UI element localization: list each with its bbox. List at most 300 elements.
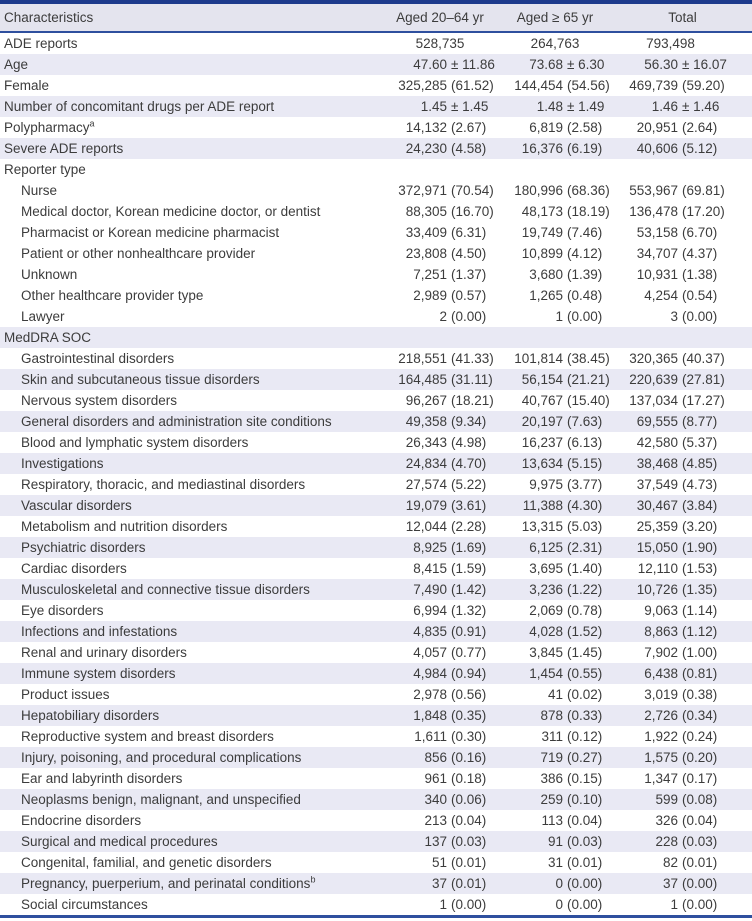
paren-value: (3.77): [567, 477, 603, 492]
count-value: 3,019: [644, 687, 678, 702]
row-label: Product issues: [21, 687, 110, 702]
count-value: 326: [655, 813, 678, 828]
row-label: Unknown: [21, 267, 78, 282]
col-header-characteristics: Characteristics: [4, 10, 94, 25]
paren-value: ± 11.86: [451, 57, 495, 72]
table-row: [0, 852, 752, 873]
count-value: 9,063: [644, 603, 678, 618]
data-cell: [497, 246, 613, 261]
data-cell: [497, 309, 613, 324]
row-label: Reporter type: [4, 162, 86, 177]
data-cell: [497, 540, 613, 555]
data-cell: [613, 372, 752, 387]
data-cell: [613, 309, 752, 324]
paren-value: (15.40): [567, 393, 610, 408]
paren-value: (2.67): [451, 120, 487, 135]
paren-value: (4.73): [682, 477, 718, 492]
paren-value: (1.38): [682, 267, 718, 282]
paren-value: (38.45): [567, 351, 610, 366]
table-header-row: [0, 4, 752, 33]
paren-value: (0.57): [451, 288, 487, 303]
data-cell: [613, 771, 752, 786]
count-value: 113: [541, 813, 563, 828]
paren-value: (0.54): [682, 288, 718, 303]
paren-value: (4.50): [451, 246, 487, 261]
row-label: Pharmacist or Korean medicine pharmacist: [21, 225, 280, 240]
count-value: 16,237: [521, 435, 563, 450]
count-value: 1: [670, 897, 678, 912]
count-value: 144,454: [514, 78, 563, 93]
row-label: Severe ADE reports: [4, 141, 124, 156]
paren-value: (1.40): [567, 561, 603, 576]
data-cell: [613, 603, 752, 618]
paren-value: (1.69): [451, 540, 487, 555]
data-cell: [613, 99, 752, 114]
paren-value: (0.48): [567, 288, 603, 303]
table-row: [0, 537, 752, 558]
data-cell: [383, 834, 497, 849]
data-cell: [497, 813, 613, 828]
footnote-marker: b: [310, 874, 316, 885]
count-value: 1,848: [413, 708, 447, 723]
count-value: 37,549: [636, 477, 678, 492]
row-label: Other healthcare provider type: [21, 288, 204, 303]
table-row: [0, 621, 752, 642]
row-label: Renal and urinary disorders: [21, 645, 187, 660]
data-cell: [497, 372, 613, 387]
paren-value: (0.38): [682, 687, 718, 702]
paren-value: (0.01): [451, 855, 487, 870]
data-cell: [383, 456, 497, 471]
row-label: Pregnancy, puerperium, and perinatal conditions$^b$: [21, 874, 316, 891]
col-header-total: Total: [668, 10, 697, 25]
count-value: 69,555: [636, 414, 678, 429]
paren-value: (18.21): [451, 393, 494, 408]
paren-value: (0.00): [567, 876, 603, 891]
data-cell: [613, 561, 752, 576]
count-value: 599: [655, 792, 678, 807]
paren-value: (21.21): [567, 372, 610, 387]
count-value: 8,863: [644, 624, 678, 639]
paren-value: (0.78): [567, 603, 603, 618]
data-cell: [497, 456, 613, 471]
count-value: 386: [540, 771, 563, 786]
paren-value: (0.03): [682, 834, 718, 849]
paren-value: (0.02): [567, 687, 603, 702]
paren-value: (1.53): [682, 561, 718, 576]
count-value: 9,975: [529, 477, 563, 492]
data-cell: [497, 267, 613, 282]
table-row: [0, 159, 752, 180]
table-row: [0, 75, 752, 96]
count-value: 2,978: [413, 687, 447, 702]
table-row: [0, 600, 752, 621]
col-header-aged-65-plus: Aged ≥ 65 yr: [516, 10, 594, 25]
table-row: [0, 894, 752, 915]
count-value: 180,996: [514, 183, 563, 198]
paren-value: (1.45): [567, 645, 603, 660]
count-value: 38,468: [636, 456, 678, 471]
table-row: [0, 243, 752, 264]
count-value: 13,315: [521, 519, 563, 534]
data-cell: [497, 645, 613, 660]
count-value: 53,158: [636, 225, 678, 240]
count-value: 528,735: [415, 36, 465, 51]
count-value: 793,498: [646, 36, 695, 51]
data-cell: [383, 225, 497, 240]
data-cell: [383, 519, 497, 534]
data-cell: [383, 561, 497, 576]
data-cell: [497, 477, 613, 492]
paren-value: (0.94): [451, 666, 487, 681]
table-row: [0, 33, 752, 54]
count-value: 3,680: [529, 267, 563, 282]
data-cell: [613, 183, 752, 198]
data-cell: [497, 855, 613, 870]
paren-value: (27.81): [682, 372, 725, 387]
data-cell: [613, 36, 752, 51]
paren-value: ± 16.07: [682, 57, 727, 72]
data-cell: [613, 288, 752, 303]
count-value: 40,767: [521, 393, 563, 408]
data-cell: [383, 57, 497, 72]
paren-value: (1.39): [567, 267, 603, 282]
count-value: 42,580: [636, 435, 678, 450]
count-value: 961: [424, 771, 447, 786]
data-cell: [497, 771, 613, 786]
count-value: 10,899: [521, 246, 563, 261]
table-row: [0, 705, 752, 726]
data-cell: [613, 729, 752, 744]
count-value: 553,967: [629, 183, 678, 198]
count-value: 101,814: [514, 351, 563, 366]
data-cell: [383, 687, 497, 702]
data-cell: [497, 897, 613, 912]
paren-value: (0.01): [567, 855, 603, 870]
count-value: 33,409: [405, 225, 447, 240]
table-row: [0, 453, 752, 474]
row-label: Cardiac disorders: [21, 561, 127, 576]
count-value: 31: [547, 855, 563, 870]
data-cell: [613, 393, 752, 408]
paren-value: (0.00): [682, 309, 718, 324]
paren-value: (0.10): [567, 792, 603, 807]
paren-value: (1.37): [451, 267, 487, 282]
paren-value: (0.20): [682, 750, 718, 765]
paren-value: (6.31): [451, 225, 487, 240]
paren-value: (0.34): [682, 708, 718, 723]
count-value: 1: [555, 309, 563, 324]
row-label: Age: [4, 57, 29, 72]
paren-value: ± 1.46: [682, 99, 720, 114]
count-value: 56,154: [521, 372, 563, 387]
paren-value: (69.81): [682, 183, 725, 198]
paren-value: (4.98): [451, 435, 487, 450]
data-cell: [383, 582, 497, 597]
data-cell: [383, 645, 497, 660]
table-row: [0, 201, 752, 222]
data-cell: [613, 540, 752, 555]
table-row: [0, 873, 752, 894]
count-value: 469,739: [629, 78, 678, 93]
paren-value: (2.28): [451, 519, 487, 534]
data-cell: [613, 141, 752, 156]
paren-value: (0.04): [451, 813, 487, 828]
data-cell: [613, 750, 752, 765]
data-cell: [497, 36, 613, 51]
count-value: 20,951: [636, 120, 678, 135]
data-cell: [383, 288, 497, 303]
data-cell: [613, 351, 752, 366]
paren-value: (5.37): [682, 435, 718, 450]
paren-value: (4.37): [682, 246, 718, 261]
paren-value: (0.18): [451, 771, 487, 786]
count-value: 0: [555, 897, 563, 912]
paren-value: (1.59): [451, 561, 487, 576]
data-cell: [497, 603, 613, 618]
paren-value: (5.22): [451, 477, 487, 492]
row-label: Skin and subcutaneous tissue disorders: [21, 372, 260, 387]
data-cell: [613, 435, 752, 450]
table-row: [0, 684, 752, 705]
data-cell: [383, 120, 497, 135]
count-value: 228: [655, 834, 678, 849]
count-value: 27,574: [405, 477, 447, 492]
paren-value: (16.70): [451, 204, 494, 219]
col-header-aged-20-64: Aged 20–64 yr: [396, 10, 484, 25]
paren-value: (0.77): [451, 645, 487, 660]
data-cell: [613, 57, 752, 72]
data-cell: [383, 603, 497, 618]
count-value: 1.48: [536, 99, 563, 114]
count-value: 137,034: [629, 393, 678, 408]
paren-value: (5.12): [682, 141, 718, 156]
paren-value: (4.85): [682, 456, 718, 471]
row-label: Psychiatric disorders: [21, 540, 146, 555]
count-value: 878: [540, 708, 563, 723]
data-cell: [613, 204, 752, 219]
data-cell: [613, 477, 752, 492]
data-cell: [497, 78, 613, 93]
count-value: 856: [424, 750, 447, 765]
table-row: [0, 306, 752, 327]
table-row: [0, 369, 752, 390]
data-cell: [613, 519, 752, 534]
row-label: Endocrine disorders: [21, 813, 142, 828]
data-cell: [613, 225, 752, 240]
row-label: Medical doctor, Korean medicine doctor, or dentist: [21, 204, 321, 219]
paren-value: (3.61): [451, 498, 487, 513]
count-value: 49,358: [405, 414, 447, 429]
count-value: 6,994: [413, 603, 447, 618]
paren-value: (59.20): [682, 78, 725, 93]
paren-value: ± 1.49: [567, 99, 605, 114]
paren-value: (0.03): [567, 834, 603, 849]
count-value: 1.46: [651, 99, 678, 114]
count-value: 15,050: [636, 540, 678, 555]
count-value: 48,173: [521, 204, 563, 219]
row-label: Congenital, familial, and genetic disorders: [21, 855, 272, 870]
data-cell: [613, 897, 752, 912]
paren-value: (6.70): [682, 225, 718, 240]
paren-value: (1.22): [567, 582, 603, 597]
row-label: Nurse: [21, 183, 58, 198]
data-cell: [497, 351, 613, 366]
table-row: [0, 96, 752, 117]
data-cell: [497, 414, 613, 429]
count-value: 320,365: [629, 351, 678, 366]
row-label: Metabolism and nutrition disorders: [21, 519, 228, 534]
paren-value: (0.04): [682, 813, 718, 828]
table-row: [0, 810, 752, 831]
footnote-marker: a: [89, 118, 95, 129]
row-label: Nervous system disorders: [21, 393, 178, 408]
count-value: 24,834: [405, 456, 447, 471]
count-value: 34,707: [636, 246, 678, 261]
row-label: Reproductive system and breast disorders: [21, 729, 274, 744]
count-value: 4,028: [529, 624, 563, 639]
paren-value: (4.58): [451, 141, 487, 156]
paren-value: (0.55): [567, 666, 603, 681]
paren-value: (40.37): [682, 351, 725, 366]
table-row: [0, 54, 752, 75]
paren-value: (6.13): [567, 435, 603, 450]
paren-value: (0.06): [451, 792, 487, 807]
paren-value: ± 6.30: [567, 57, 605, 72]
paren-value: (1.52): [567, 624, 603, 639]
paren-value: (2.31): [567, 540, 603, 555]
data-cell: [497, 141, 613, 156]
table-row: [0, 390, 752, 411]
data-cell: [383, 666, 497, 681]
paren-value: (0.33): [567, 708, 603, 723]
count-value: 14,132: [405, 120, 447, 135]
paren-value: (54.56): [567, 78, 610, 93]
data-cell: [497, 435, 613, 450]
count-value: 259: [540, 792, 563, 807]
paren-value: (0.01): [451, 876, 487, 891]
table-body: [0, 33, 752, 915]
row-label: Lawyer: [21, 309, 65, 324]
count-value: 2: [439, 309, 447, 324]
row-label: Female: [4, 78, 50, 93]
table-row: [0, 180, 752, 201]
data-cell: [497, 582, 613, 597]
data-cell: [383, 813, 497, 828]
paren-value: (9.34): [451, 414, 487, 429]
data-cell: [383, 204, 497, 219]
count-value: 4,835: [413, 624, 447, 639]
table-row: [0, 495, 752, 516]
paren-value: (3.84): [682, 498, 718, 513]
count-value: 7,902: [644, 645, 678, 660]
row-label: Number of concomitant drugs per ADE report: [4, 99, 275, 114]
data-cell: [383, 897, 497, 912]
paren-value: (0.00): [567, 897, 603, 912]
row-label: Infections and infestations: [21, 624, 178, 639]
count-value: 7,251: [413, 267, 447, 282]
data-cell: [383, 267, 497, 282]
count-value: 2,726: [644, 708, 678, 723]
data-cell: [497, 99, 613, 114]
table-row: [0, 264, 752, 285]
data-cell: [383, 435, 497, 450]
count-value: 1: [439, 897, 447, 912]
count-value: 6,819: [529, 120, 563, 135]
row-label: Immune system disorders: [21, 666, 176, 681]
paren-value: (0.35): [451, 708, 487, 723]
data-cell: [613, 624, 752, 639]
count-value: 88,305: [405, 204, 447, 219]
count-value: 340: [424, 792, 447, 807]
table-row: [0, 348, 752, 369]
table-row: [0, 516, 752, 537]
data-cell: [383, 624, 497, 639]
paren-value: (0.91): [451, 624, 487, 639]
paren-value: (0.00): [567, 309, 603, 324]
count-value: 719: [540, 750, 563, 765]
paren-value: (1.42): [451, 582, 487, 597]
data-cell: [497, 708, 613, 723]
table-row: [0, 747, 752, 768]
count-value: 20,197: [521, 414, 563, 429]
data-cell: [613, 645, 752, 660]
table-row: [0, 663, 752, 684]
paren-value: (61.52): [451, 78, 494, 93]
data-cell: [383, 792, 497, 807]
data-cell: [383, 708, 497, 723]
table-row: [0, 726, 752, 747]
row-label: Blood and lymphatic system disorders: [21, 435, 249, 450]
count-value: 2,989: [413, 288, 447, 303]
count-value: 7,490: [413, 582, 447, 597]
count-value: 372,971: [398, 183, 447, 198]
row-label: Investigations: [21, 456, 104, 471]
row-label: Patient or other nonhealthcare provider: [21, 246, 256, 261]
count-value: 82: [662, 855, 678, 870]
data-cell: [613, 414, 752, 429]
data-cell: [613, 792, 752, 807]
data-cell: [383, 771, 497, 786]
data-cell: [383, 393, 497, 408]
data-cell: [497, 57, 613, 72]
data-cell: [497, 792, 613, 807]
count-value: 13,634: [521, 456, 563, 471]
paren-value: (1.00): [682, 645, 718, 660]
paren-value: (1.90): [682, 540, 718, 555]
row-label: Musculoskeletal and connective tissue disorders: [21, 582, 310, 597]
count-value: 3: [670, 309, 678, 324]
count-value: 91: [547, 834, 563, 849]
paren-value: (1.35): [682, 582, 718, 597]
data-cell: [613, 498, 752, 513]
count-value: 325,285: [398, 78, 447, 93]
table-row: [0, 285, 752, 306]
count-value: 264,763: [530, 36, 580, 51]
data-cell: [383, 36, 497, 51]
table-row: [0, 474, 752, 495]
paren-value: (0.30): [451, 729, 487, 744]
data-cell: [383, 99, 497, 114]
data-cell: [383, 141, 497, 156]
paren-value: (0.17): [682, 771, 718, 786]
paren-value: (0.00): [682, 876, 718, 891]
data-cell: [497, 834, 613, 849]
table-row: [0, 411, 752, 432]
count-value: 56.30: [644, 57, 678, 72]
data-cell: [613, 267, 752, 282]
data-cell: [497, 729, 613, 744]
